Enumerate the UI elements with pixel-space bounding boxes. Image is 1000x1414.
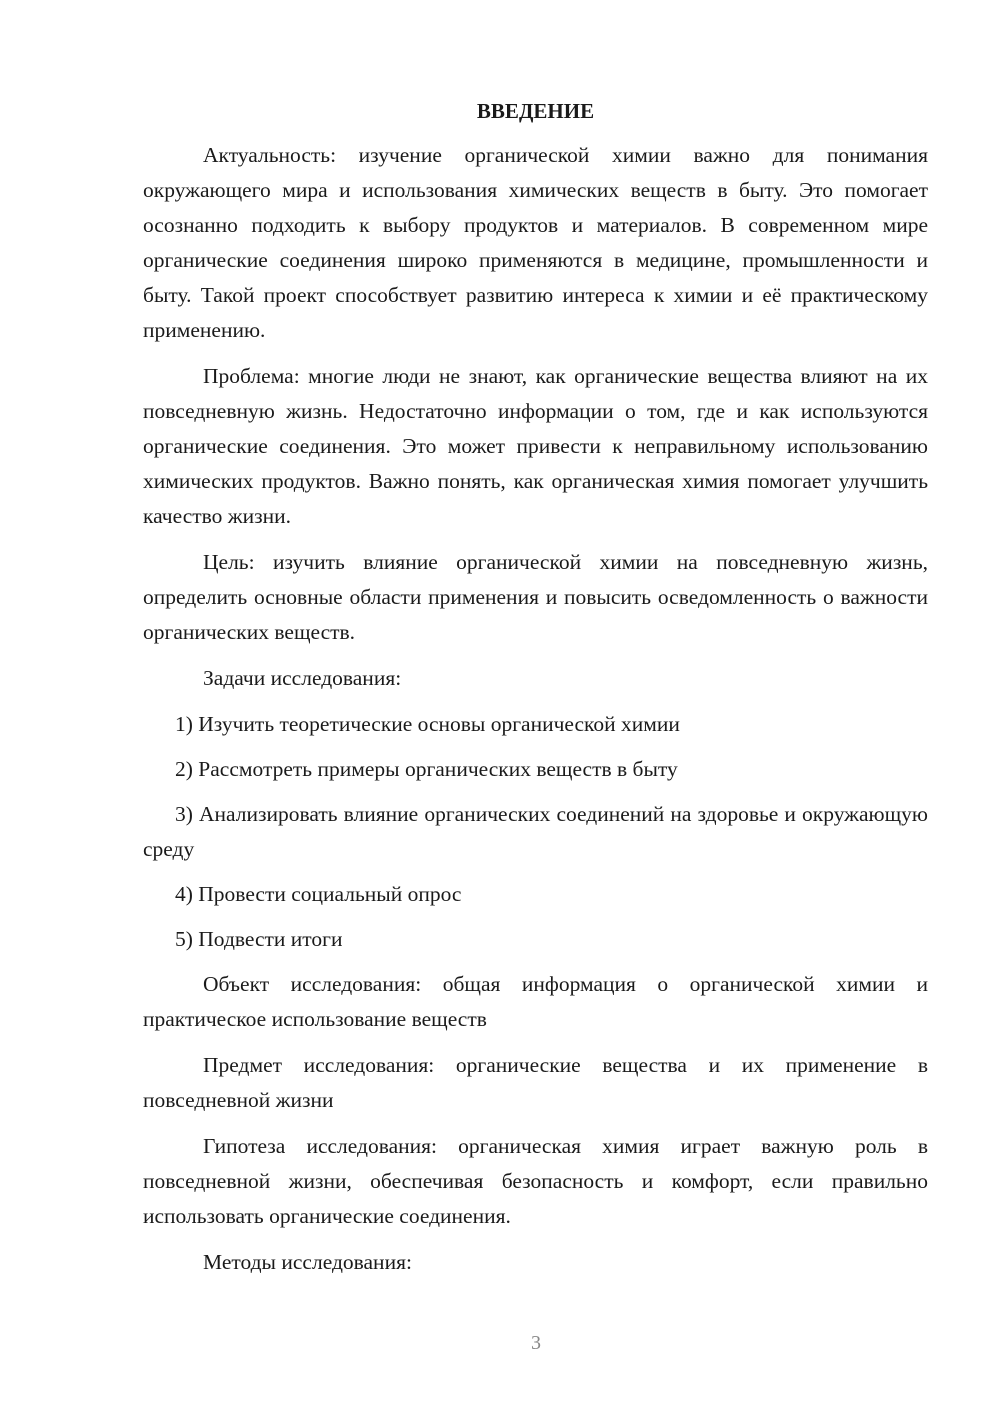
list-item: 3) Анализировать влияние органических соединений на здоровье и окружающую среду [143,802,928,861]
paragraph-subject: Предмет исследования: органические вещества и их применение в повседневной жизни [143,1053,928,1112]
paragraph-relevance: Актуальность: изучение органической химии важно для понимания окружающего мира и использования химических веществ в быту. Это помогает осознанно подходить к выбору продуктов и материалов. В современном мире органические соединения широко применяются в медицине, промышленности и быту. Такой проект способствует развитию интереса к химии и её практическому применению. [143,143,928,342]
list-item: 1) Изучить теоретические основы органической химии [175,712,680,736]
paragraph-tasks-heading: Задачи исследования: [203,666,402,690]
list-item: 2) Рассмотреть примеры органических веществ в быту [175,757,678,781]
paragraph-methods: Методы исследования: [203,1250,412,1274]
paragraph-problem: Проблема: многие люди не знают, как органические вещества влияют на их повседневную жизнь. Недостаточно информации о том, где и как используются органические соединения. Это может привести к неправильному использованию химических продуктов. Важно понять, как органическая химия помогает улучшить качество жизни. [143,364,928,528]
list-item: 4) Провести социальный опрос [175,882,462,906]
page-content [143,94,928,1291]
paragraph-object: Объект исследования: общая информация о органической химии и практическое использование веществ [143,972,928,1031]
paragraph-goal: Цель: изучить влияние органической химии на повседневную жизнь, определить основные области применения и повысить осведомленность о важности органических веществ. [143,550,928,644]
list-item: 5) Подвести итоги [175,927,343,951]
tasks-list [143,707,928,957]
page-number: 3 [531,1332,541,1354]
paragraph-hypothesis: Гипотеза исследования: органическая химия играет важную роль в повседневной жизни, обеспечивая безопасность и комфорт, если правильно использовать органические соединения. [143,1134,928,1228]
section-title: ВВЕДЕНИЕ [476,99,595,123]
